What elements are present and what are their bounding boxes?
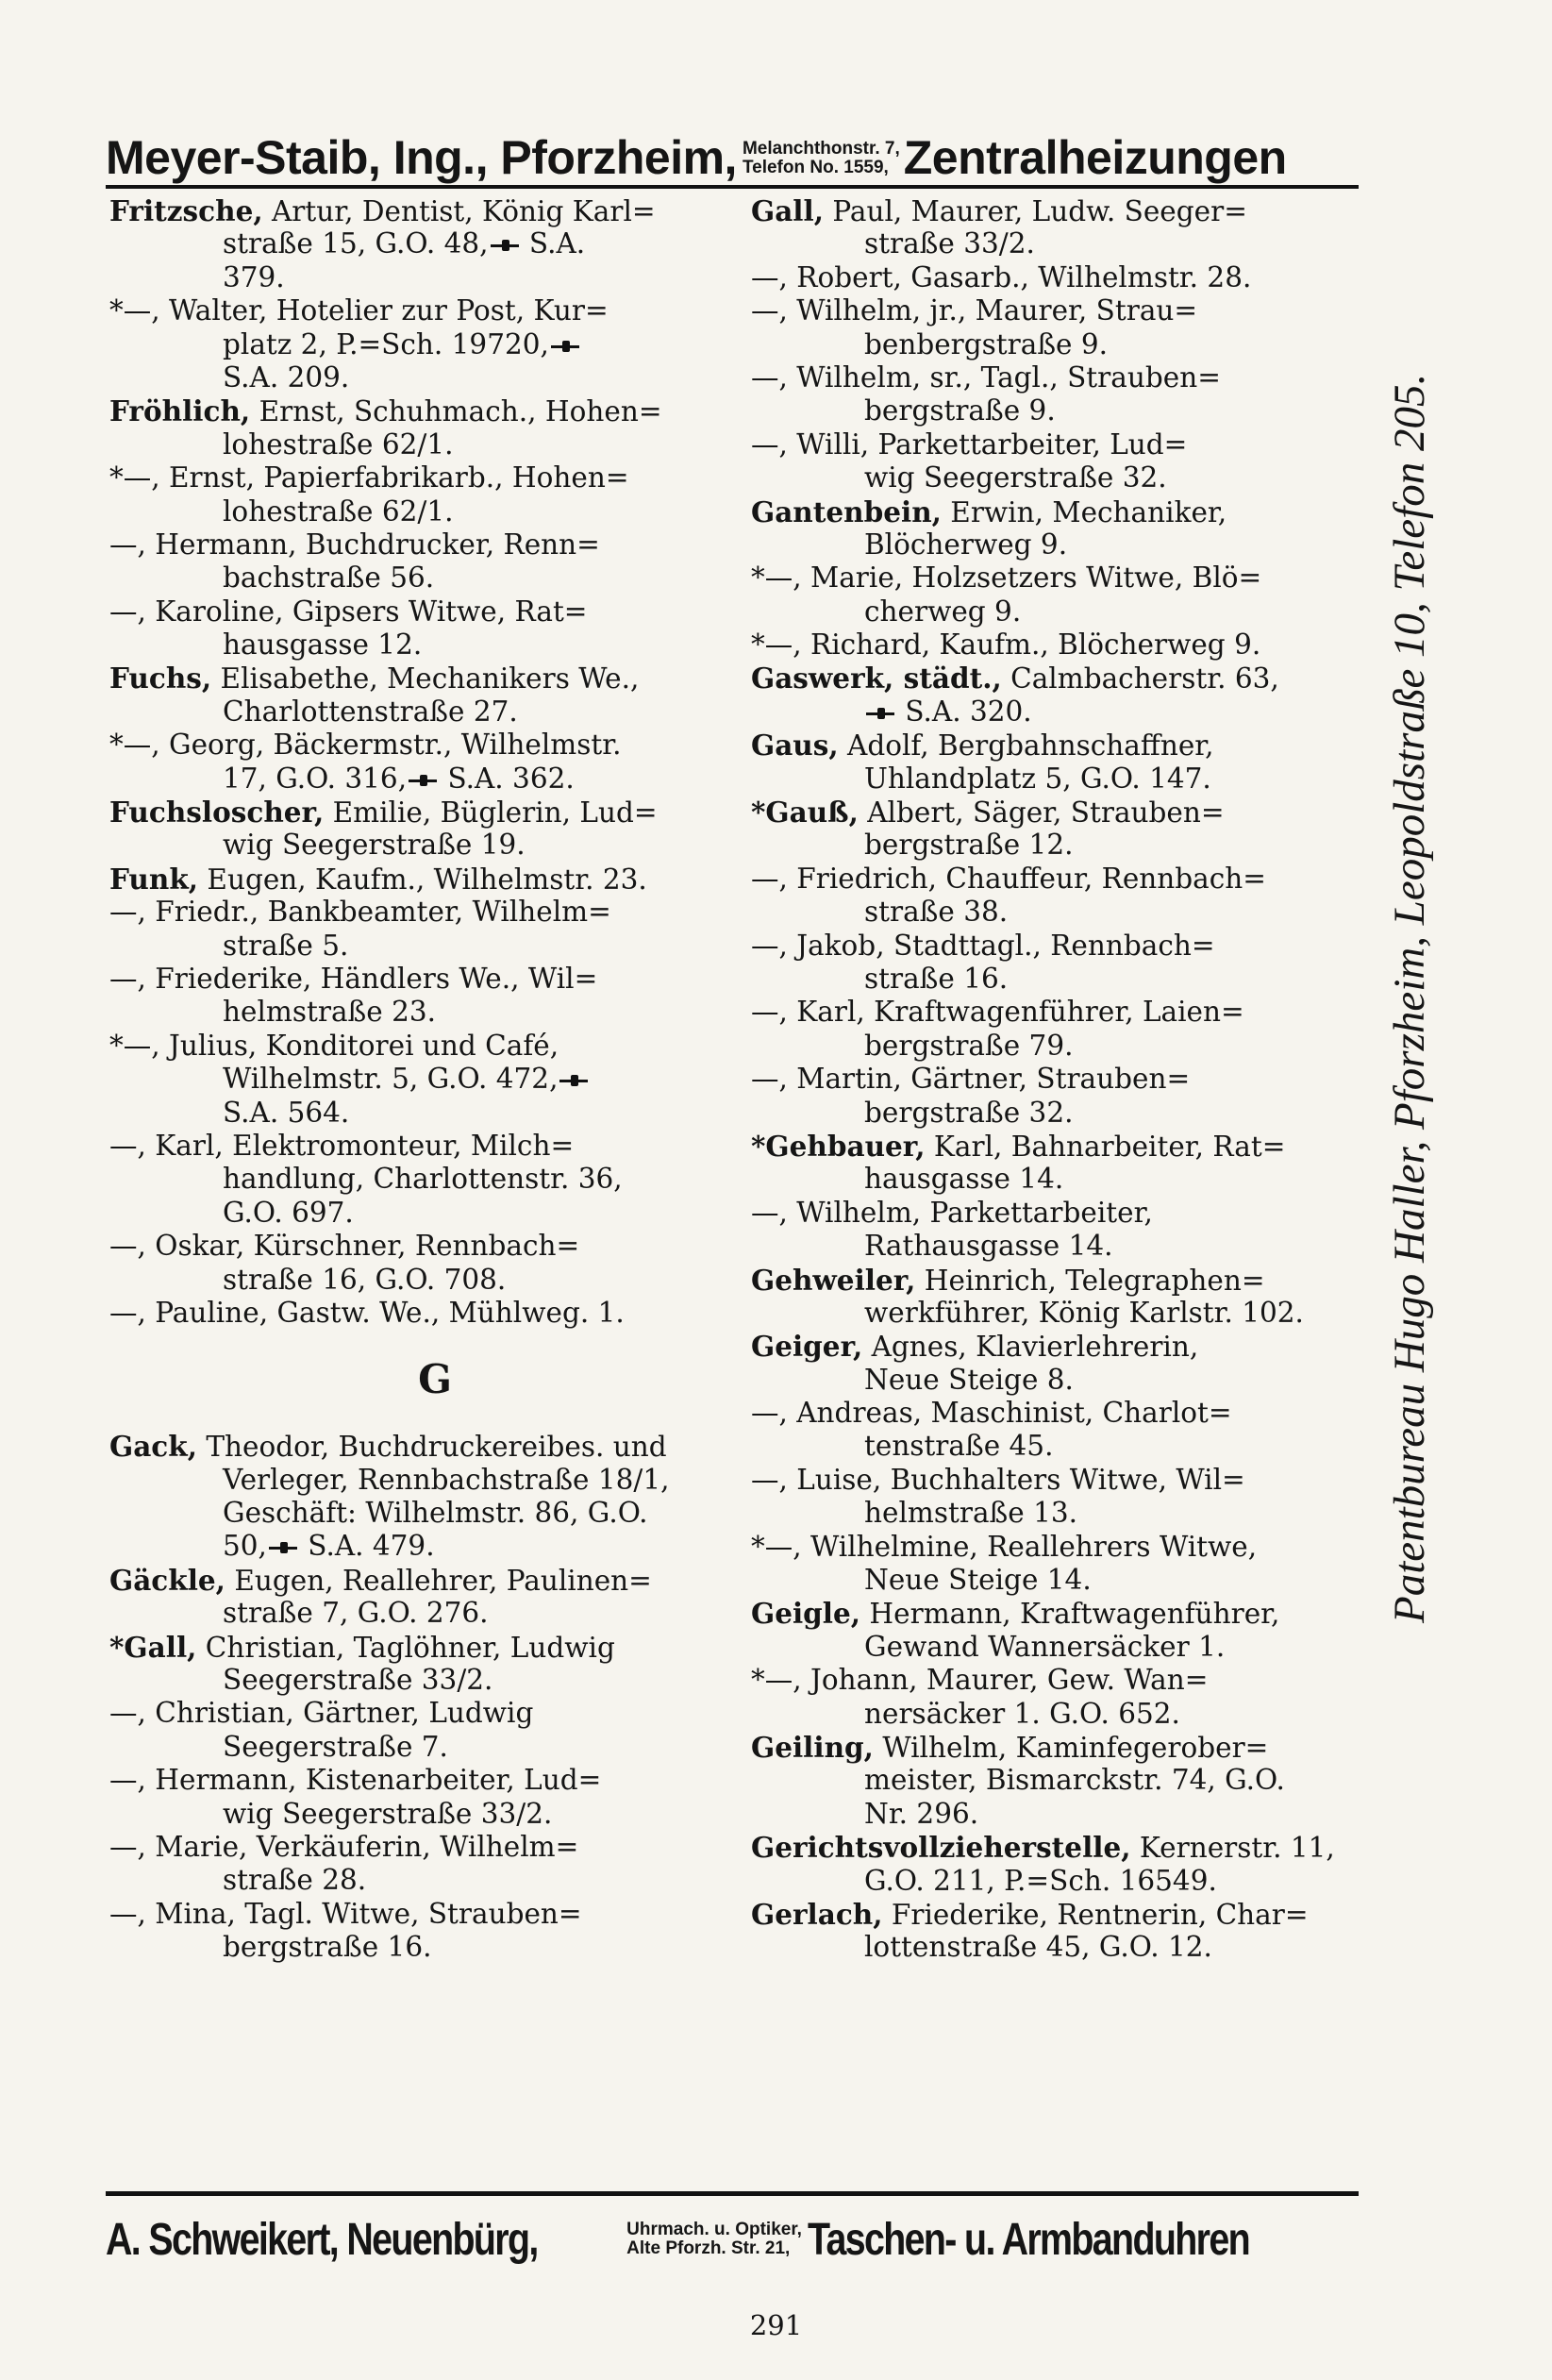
entry-details: Erwin, Mechaniker, (941, 495, 1227, 528)
entry-name: Gerichtsvollzieherstelle, (751, 1831, 1131, 1865)
entry-name: Gall, (751, 194, 824, 227)
entry-details: Calmbacherstr. 63, (1001, 662, 1279, 696)
entry-name: Geigle, (751, 1597, 861, 1631)
directory-entry-line (109, 930, 760, 963)
entry-text: *—, Walter, Hotelier zur Post, Kur= (109, 294, 609, 327)
directory-entry-line (751, 194, 1402, 227)
directory-entry-line (109, 896, 760, 929)
directory-entry-line (109, 1831, 760, 1864)
right-column (751, 194, 1402, 1965)
entry-text: meister, Bismarckstr. 74, G.O. (864, 1764, 1285, 1797)
directory-entry-line (751, 996, 1402, 1029)
entry-name: Funk, (109, 862, 199, 896)
entry-text: *—, Marie, Holzsetzers Witwe, Blö= (751, 561, 1262, 595)
entry-text: —, Christian, Gärtner, Ludwig (109, 1697, 534, 1730)
entry-text: Seegerstraße 33/2. (223, 1664, 493, 1697)
entry-name: Gaus, (751, 729, 839, 763)
entry-text: bergstraße 12. (864, 829, 1074, 862)
directory-entry-line (751, 528, 1402, 561)
entry-text: *—, Wilhelmine, Reallehrers Witwe, (751, 1530, 1258, 1563)
directory-entry-line (751, 1497, 1402, 1530)
entry-text: —, Willi, Parkettarbeiter, Lud= (751, 427, 1188, 461)
entry-text: *—, Richard, Kaufm., Blöcherweg 9. (751, 629, 1261, 662)
directory-entry-line (109, 1664, 760, 1697)
directory-entry-line (109, 328, 760, 361)
entry-text: —, Andreas, Maschinist, Charlot= (751, 1397, 1232, 1430)
entry-text: lohestraße 62/1. (223, 494, 454, 528)
directory-entry-line (109, 461, 760, 494)
entry-name: Gäckle, (109, 1563, 225, 1597)
entry-text: Uhlandplatz 5, G.O. 147. (864, 762, 1211, 795)
directory-entry-line (109, 1798, 760, 1831)
entry-text: bergstraße 9. (864, 394, 1056, 427)
telephone-hook-icon (559, 1075, 588, 1086)
directory-entry-line (751, 1364, 1402, 1397)
entry-text: lohestraße 62/1. (223, 427, 454, 461)
directory-entry-line (751, 1798, 1402, 1831)
directory-entry-line (109, 1898, 760, 1931)
directory-entry-line (751, 863, 1402, 896)
entry-text: hausgasse 14. (864, 1163, 1064, 1196)
directory-entry-line (109, 595, 760, 629)
directory-entry-line (109, 261, 760, 294)
entry-text: —, Robert, Gasarb., Wilhelmstr. 28. (751, 260, 1252, 293)
entry-name: Fröhlich, (109, 394, 251, 428)
directory-entry-line (109, 1731, 760, 1764)
page-footer-advert (106, 2202, 1360, 2277)
directory-entry-line (751, 662, 1402, 695)
entry-text: *—, Julius, Konditorei und Café, (109, 1029, 559, 1062)
directory-entry-line (751, 963, 1402, 996)
directory-entry-line (751, 829, 1402, 862)
directory-entry-line (751, 1631, 1402, 1664)
entry-text: —, Martin, Gärtner, Strauben= (751, 1063, 1191, 1096)
entry-text: Neue Steige 14. (864, 1564, 1092, 1597)
entry-details: Emilie, Büglerin, Lud= (324, 796, 658, 830)
entry-name: Gerlach, (751, 1897, 883, 1931)
directory-entry-line (751, 1731, 1402, 1764)
entry-details: Paul, Maurer, Ludw. Seeger= (824, 195, 1247, 227)
entry-details: Adolf, Bergbahnschaffner, (838, 729, 1214, 763)
entry-text: straße 5. (223, 929, 349, 962)
directory-entry-line (751, 1297, 1402, 1330)
directory-entry-line (109, 996, 760, 1029)
directory-entry-line (109, 1297, 760, 1330)
directory-entry-line (109, 662, 760, 695)
directory-entry-line (751, 1063, 1402, 1096)
entry-text: 50, (223, 1530, 267, 1563)
telephone-hook-icon (409, 775, 437, 786)
header-address (743, 140, 900, 177)
directory-entry-line (751, 328, 1402, 361)
entry-details: Artur, Dentist, König Karl= (262, 195, 656, 227)
entry-text: —, Hermann, Buchdrucker, Renn= (109, 528, 600, 561)
directory-entry-line (109, 1197, 760, 1230)
directory-entry-line (751, 729, 1402, 762)
entry-name: Gantenbein, (751, 494, 942, 528)
directory-entry-line (109, 1764, 760, 1797)
entry-text: straße 15, G.O. 48, (223, 227, 489, 260)
entry-text: straße 38. (864, 896, 1009, 929)
directory-entry-line (751, 1397, 1402, 1430)
entry-text: bachstraße 56. (223, 561, 435, 595)
footer-rule (106, 2191, 1359, 2196)
directory-entry-line (109, 1464, 760, 1497)
entry-text: straße 16, G.O. 708. (223, 1263, 507, 1296)
entry-details: Wilhelm, Kaminfegerober= (873, 1731, 1269, 1764)
entry-text: cherweg 9. (864, 595, 1022, 628)
directory-entry-line (751, 1931, 1402, 1964)
entry-text: —, Jakob, Stadttagl., Rennbach= (751, 929, 1215, 962)
entry-text: —, Karl, Elektromonteur, Milch= (109, 1129, 575, 1162)
directory-entry-line (109, 194, 760, 227)
directory-entry-line (109, 1497, 760, 1530)
directory-entry-line (751, 1764, 1402, 1797)
directory-entry-line (751, 261, 1402, 294)
directory-entry-line (109, 294, 760, 327)
directory-entry-line (751, 361, 1402, 394)
directory-entry-line (751, 1464, 1402, 1497)
entry-text: G.O. 211, P.=Sch. 16549. (864, 1864, 1217, 1897)
entry-details: Hermann, Kraftwagenführer, (860, 1598, 1280, 1631)
entry-text: helmstraße 13. (864, 1497, 1078, 1530)
entry-text-after-icon: S.A. (520, 227, 586, 260)
directory-entry-line (751, 696, 1402, 729)
entry-details: Eugen, Kaufm., Wilhelmstr. 23. (198, 863, 647, 896)
telephone-hook-icon (551, 341, 579, 352)
directory-entry-line (109, 495, 760, 528)
entry-text: straße 7, G.O. 276. (223, 1597, 489, 1630)
entry-text: lottenstraße 45, G.O. 12. (864, 1931, 1212, 1964)
entry-text: —, Oskar, Kürschner, Rennbach= (109, 1230, 580, 1263)
entry-text: —, Friederike, Händlers We., Wil= (109, 962, 598, 995)
directory-entry-line (751, 1664, 1402, 1697)
footer-right-text: Taschen- u. Armbanduhren (807, 2214, 1249, 2265)
directory-entry-line (109, 729, 760, 762)
directory-entry-line (751, 394, 1402, 427)
entry-text: —, Hermann, Kistenarbeiter, Lud= (109, 1764, 602, 1797)
entry-text: S.A. 564. (223, 1096, 350, 1129)
entry-text: wig Seegerstraße 33/2. (223, 1797, 553, 1830)
entry-text: hausgasse 12. (223, 629, 423, 662)
entry-details: Eugen, Reallehrer, Paulinen= (225, 1564, 652, 1597)
directory-entry-line (109, 361, 760, 394)
entry-text: tenstraße 45. (864, 1430, 1054, 1463)
directory-entry-line (109, 1130, 760, 1163)
entry-text-after-icon: S.A. 479. (298, 1530, 435, 1563)
entry-text: —, Luise, Buchhalters Witwe, Wil= (751, 1463, 1245, 1496)
header-address-line2: Telefon No. 1559, (742, 158, 889, 178)
header-left-text: Meyer-Staib, Ing., Pforzheim, (106, 131, 737, 184)
directory-entry-line (109, 227, 760, 260)
entry-text: —, Karl, Kraftwagenführer, Laien= (751, 996, 1244, 1029)
directory-entry-line (751, 1564, 1402, 1597)
entry-details: Karl, Bahnarbeiter, Rat= (925, 1130, 1286, 1163)
entry-text: Gewand Wannersäcker 1. (864, 1630, 1226, 1663)
entry-name: *Gall, (109, 1630, 197, 1664)
directory-entry-line (751, 1097, 1402, 1130)
directory-entry-line (751, 1330, 1402, 1363)
entry-name: Geiling, (751, 1730, 874, 1764)
entry-details: Friederike, Rentnerin, Char= (882, 1898, 1309, 1931)
entry-text: *—, Ernst, Papierfabrikarb., Hohen= (109, 461, 629, 494)
entry-text: G.O. 697. (223, 1196, 354, 1229)
directory-entry-line (109, 1931, 760, 1964)
entry-text: bergstraße 32. (864, 1096, 1074, 1129)
directory-entry-line (109, 1697, 760, 1730)
entry-text: —, Pauline, Gastw. We., Mühlweg. 1. (109, 1296, 625, 1329)
entry-text: Rathausgasse 14. (864, 1230, 1113, 1263)
directory-entry-line (751, 1230, 1402, 1263)
footer-address-line2: Alte Pforzh. Str. 21, (626, 2238, 791, 2258)
entry-name: *Gauß, (751, 796, 859, 830)
entry-text: —, Wilhelm, Parkettarbeiter, (751, 1196, 1153, 1229)
entry-name: Fuchs, (109, 662, 212, 696)
entry-text: Wilhelmstr. 5, G.O. 472, (223, 1063, 559, 1096)
directory-entry-line (109, 1564, 760, 1597)
entry-text: Verleger, Rennbachstraße 18/1, (223, 1463, 670, 1496)
left-column (109, 194, 760, 1965)
directory-entry-line (751, 227, 1402, 260)
directory-entry-line (109, 829, 760, 862)
entry-text: 379. (223, 260, 285, 293)
entry-name: Fuchsloscher, (109, 796, 325, 830)
entry-text: Geschäft: Wilhelmstr. 86, G.O. (223, 1497, 648, 1530)
entry-text: 17, G.O. 316, (223, 762, 408, 795)
entry-text: *—, Georg, Bäckermstr., Wilhelmstr. (109, 729, 622, 762)
directory-entry-line (751, 428, 1402, 461)
entry-details: Kernerstr. 11, (1130, 1832, 1335, 1865)
entry-name: Geiger, (751, 1330, 863, 1364)
footer-address-line1: Uhrmach. u. Optiker, (626, 2220, 802, 2240)
entry-text: Neue Steige 8. (864, 1363, 1074, 1396)
directory-entry-line (751, 1163, 1402, 1196)
entry-details: Ernst, Schuhmach., Hohen= (250, 395, 662, 428)
entry-name: Gehweiler, (751, 1263, 916, 1297)
directory-entry-line (109, 428, 760, 461)
directory-entry-line (109, 796, 760, 829)
entry-text: platz 2, P.=Sch. 19720, (223, 327, 549, 360)
directory-entry-line (109, 1230, 760, 1263)
directory-entry-line (751, 1831, 1402, 1864)
directory-entry-line (751, 495, 1402, 528)
directory-entry-line (109, 963, 760, 996)
telephone-hook-icon (269, 1542, 297, 1553)
entry-text: bergstraße 16. (223, 1931, 432, 1964)
header-right-text: Zentralheizungen (903, 131, 1287, 184)
directory-entry-line (751, 1597, 1402, 1630)
directory-entry-line (109, 1530, 760, 1563)
entry-text-after-icon: S.A. 362. (439, 762, 575, 795)
header-address-line1: Melanchthonstr. 7, (742, 139, 900, 159)
entry-name: Gack, (109, 1430, 197, 1464)
entry-details: Elisabethe, Mechanikers We., (211, 662, 640, 696)
entry-name: Fritzsche, (109, 194, 263, 227)
entry-text: Nr. 296. (864, 1797, 979, 1830)
directory-entry-line (109, 1097, 760, 1130)
directory-entry-line (751, 896, 1402, 929)
page-header-advert (106, 106, 1360, 184)
entry-text-after-icon: S.A. 320. (896, 695, 1032, 728)
directory-entry-line (109, 1864, 760, 1897)
header-rule (106, 185, 1359, 189)
entry-text: benbergstraße 9. (864, 327, 1109, 360)
directory-entry-line (109, 1597, 760, 1630)
entry-details: Heinrich, Telegraphen= (915, 1264, 1265, 1297)
entry-name: *Gehbauer, (751, 1129, 926, 1163)
directory-entry-line (751, 461, 1402, 494)
directory-entry-line (751, 1698, 1402, 1731)
entry-text: handlung, Charlottenstr. 36, (223, 1163, 623, 1196)
directory-entry-line (751, 763, 1402, 796)
directory-entry-line (751, 1197, 1402, 1230)
entry-text: werkführer, König Karlstr. 102. (864, 1296, 1304, 1329)
entry-text: —, Karoline, Gipsers Witwe, Rat= (109, 595, 588, 628)
directory-entry-line (109, 1163, 760, 1196)
entry-details: Christian, Taglöhner, Ludwig (196, 1631, 615, 1664)
directory-entry-line (751, 1264, 1402, 1297)
directory-entry-line (109, 561, 760, 595)
side-advert: Patentbureau Hugo Haller, Pforzheim, Leopoldstraße 10, Telefon 205. (1385, 373, 1434, 1623)
telephone-hook-icon (866, 708, 894, 719)
page-number: 291 (749, 2309, 803, 2341)
directory-entry-line (751, 294, 1402, 327)
entry-details: Albert, Säger, Strauben= (858, 796, 1225, 830)
entry-text: Seegerstraße 7. (223, 1730, 448, 1763)
entry-text: wig Seegerstraße 32. (864, 461, 1167, 494)
directory-entry-line (751, 1030, 1402, 1063)
directory-entry-line (751, 629, 1402, 662)
directory-entry-line (109, 863, 760, 896)
directory-entry-line (751, 595, 1402, 629)
entry-text: —, Friedrich, Chauffeur, Rennbach= (751, 862, 1266, 895)
entry-text: —, Wilhelm, jr., Maurer, Strau= (751, 294, 1198, 327)
directory-entry-line (109, 1030, 760, 1063)
directory-entry-line (751, 1865, 1402, 1898)
section-letter: G (418, 1356, 452, 1403)
directory-entry-line (751, 561, 1402, 595)
entry-text: *—, Johann, Maurer, Gew. Wan= (751, 1664, 1209, 1697)
directory-entry-line (109, 1430, 760, 1463)
directory-entry-line (109, 1631, 760, 1664)
entry-text: straße 16. (864, 962, 1009, 995)
entry-text: straße 28. (223, 1864, 367, 1897)
entry-text: —, Mina, Tagl. Witwe, Strauben= (109, 1897, 582, 1930)
directory-entry-line (109, 528, 760, 561)
telephone-hook-icon (491, 240, 519, 251)
entry-text: —, Marie, Verkäuferin, Wilhelm= (109, 1830, 579, 1863)
directory-entry-line (109, 394, 760, 427)
entry-text: —, Friedr., Bankbeamter, Wilhelm= (109, 896, 611, 929)
entry-details: Theodor, Buchdruckereibes. und (196, 1431, 667, 1464)
entry-text: helmstraße 23. (223, 996, 437, 1029)
directory-entry-line (109, 696, 760, 729)
directory-entry-line (109, 763, 760, 796)
directory-entry-line (751, 796, 1402, 829)
entry-text: wig Seegerstraße 19. (223, 829, 526, 862)
entry-text: Blöcherweg 9. (864, 528, 1068, 561)
directory-entry-line (109, 1264, 760, 1297)
footer-address (626, 2221, 802, 2258)
directory-entry-line (751, 1531, 1402, 1564)
entry-text: —, Wilhelm, sr., Tagl., Strauben= (751, 360, 1221, 394)
directory-entry-line (751, 1130, 1402, 1163)
entry-text: nersäcker 1. G.O. 652. (864, 1697, 1180, 1730)
entry-text: Charlottenstraße 27. (223, 695, 518, 728)
directory-entry-line (109, 1063, 760, 1096)
directory-entry-line (109, 629, 760, 662)
directory-entry-line (751, 1430, 1402, 1463)
entry-text: bergstraße 79. (864, 1029, 1074, 1062)
entry-text: straße 33/2. (864, 227, 1035, 260)
directory-entry-line (751, 930, 1402, 963)
directory-entry-line (751, 1898, 1402, 1931)
footer-left-text: A. Schweikert, Neuenbürg, (106, 2214, 538, 2265)
entry-text: S.A. 209. (223, 360, 350, 394)
entry-name: Gaswerk, städt., (751, 662, 1002, 696)
entry-details: Agnes, Klavierlehrerin, (862, 1331, 1199, 1364)
